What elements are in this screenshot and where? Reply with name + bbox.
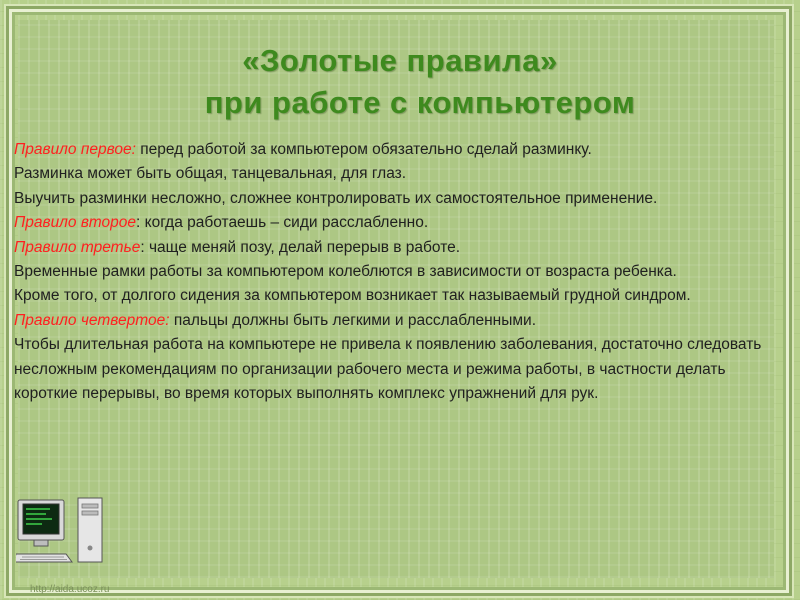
paragraph-text: Разминка может быть общая, танцевальная, для глаз. [14, 165, 407, 183]
slide-body-text [14, 138, 774, 406]
paragraph [14, 211, 774, 235]
paragraph-text: Чтобы длительная работа на компьютере не привела к появлению заболевания, достаточно следовать несложным рекомендациям по организации рабочего места и режима работы, в частности делать короткие перерывы, во время которых выполнять комплекс упражнений для рук. [14, 336, 762, 403]
rule-label: Правило второе [14, 214, 136, 232]
rule-label: Правило первое: [14, 141, 136, 158]
paragraph-text: Выучить разминки несложно, сложнее контролировать их самостоятельное применение. [14, 189, 658, 207]
paragraph [14, 309, 774, 333]
paragraph [14, 187, 774, 211]
paragraph-text: Временные рамки работы за компьютером колеблются в зависимости от возраста ребенка. [14, 263, 677, 281]
rule-label: Правило третье [14, 238, 141, 256]
paragraph [14, 260, 774, 284]
rule-label: Правило четвертое: [14, 311, 170, 329]
paragraph-text: : когда работаешь – сиди расслабленно. [136, 214, 429, 232]
paragraph [14, 236, 774, 260]
paragraph-text: пальцы должны быть легкими и расслабленными. [169, 311, 536, 329]
paragraph [14, 138, 774, 162]
paragraph-text: : чаще меняй позу, делай перерыв в работе. [140, 238, 461, 256]
paragraph [14, 162, 774, 186]
footer-url: http://aida.ucoz.ru [30, 584, 110, 595]
slide-title-line2: при работе с компьютером [204, 85, 636, 120]
paragraph-text: перед работой за компьютером обязательно сделай разминку. [135, 141, 592, 158]
paragraph-text: Кроме того, от долгого сидения за компьютером возникает так называемый грудной синдром. [14, 287, 691, 305]
paragraph [14, 284, 774, 308]
slide-title-line1: «Золотые правила» [242, 43, 558, 78]
computer-clipart-icon [16, 496, 108, 566]
paragraph [14, 333, 774, 406]
